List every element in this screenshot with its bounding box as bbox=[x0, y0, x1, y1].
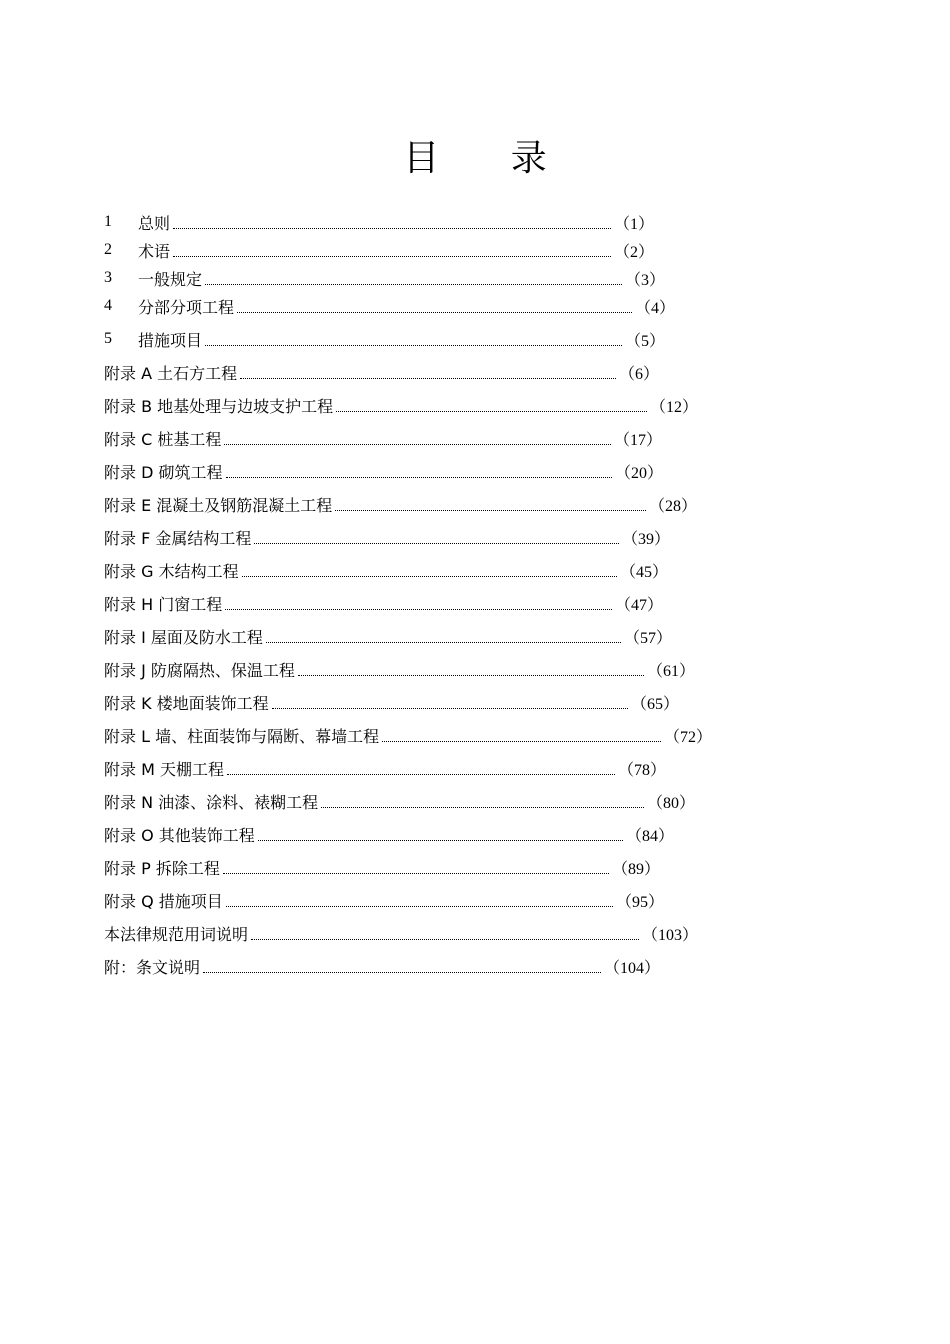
entry-label: 附录 B 地基处理与边坡支护工程 bbox=[104, 396, 334, 416]
dot-leader bbox=[266, 641, 621, 643]
entry-label: 附录 A 土石方工程 bbox=[104, 363, 238, 383]
entry-label: 附录 N 油漆、涂料、裱糊工程 bbox=[104, 792, 319, 812]
entry-page: （104） bbox=[603, 959, 660, 977]
entry-label: 附录 P 拆除工程 bbox=[104, 858, 220, 878]
dot-leader bbox=[226, 905, 613, 907]
dot-leader bbox=[272, 707, 628, 709]
entry-number: 3 bbox=[104, 269, 112, 286]
entry-page: （4） bbox=[634, 299, 675, 317]
entry-label: 术语 bbox=[138, 241, 171, 261]
toc-entry[interactable] bbox=[104, 622, 672, 650]
entry-page: （65） bbox=[630, 695, 679, 713]
entry-page: （1） bbox=[613, 215, 654, 233]
entry-page: （80） bbox=[646, 794, 695, 812]
entry-page: （6） bbox=[618, 365, 659, 383]
toc-entry[interactable] bbox=[104, 589, 663, 617]
entry-page: （20） bbox=[614, 464, 663, 482]
entry-label: 附录 D 砌筑工程 bbox=[104, 462, 223, 482]
entry-label: 总则 bbox=[138, 213, 171, 233]
entry-label: 附录 I 屋面及防水工程 bbox=[104, 627, 263, 647]
dot-leader bbox=[173, 227, 611, 229]
toc-entry[interactable] bbox=[104, 523, 670, 551]
entry-page: （72） bbox=[663, 728, 712, 746]
toc-entry[interactable] bbox=[104, 820, 674, 848]
toc-entry[interactable] bbox=[104, 721, 712, 749]
dot-leader bbox=[203, 971, 601, 973]
toc-entry[interactable] bbox=[104, 391, 698, 419]
dot-leader bbox=[336, 410, 647, 412]
entry-number: 1 bbox=[104, 213, 112, 230]
toc-entry[interactable] bbox=[104, 424, 662, 452]
entry-label: 附录 H 门窗工程 bbox=[104, 594, 223, 614]
toc-entry[interactable] bbox=[104, 490, 697, 518]
dot-leader bbox=[298, 674, 644, 676]
entry-page: （2） bbox=[613, 243, 654, 261]
entry-label: 附录 M 天棚工程 bbox=[104, 759, 224, 779]
entry-page: （61） bbox=[646, 662, 695, 680]
toc-entry[interactable] bbox=[104, 325, 665, 353]
dot-leader bbox=[240, 377, 616, 379]
entry-label: 分部分项工程 bbox=[138, 297, 235, 317]
entry-page: （47） bbox=[614, 596, 663, 614]
entry-label: 附录 K 楼地面装饰工程 bbox=[104, 693, 269, 713]
toc-entry[interactable] bbox=[104, 208, 654, 236]
entry-label: 本法律规范用词说明 bbox=[104, 924, 249, 944]
page-title: 目 录 bbox=[403, 138, 577, 179]
toc-entry[interactable] bbox=[104, 236, 654, 264]
toc-entry[interactable] bbox=[104, 853, 660, 881]
entry-page: （39） bbox=[621, 530, 670, 548]
toc-entry[interactable] bbox=[104, 358, 659, 386]
dot-leader bbox=[224, 443, 611, 445]
entry-label: 附录 Q 措施项目 bbox=[104, 891, 223, 911]
dot-leader bbox=[251, 938, 639, 940]
toc-entry[interactable] bbox=[104, 292, 675, 320]
entry-label: 措施项目 bbox=[138, 330, 203, 350]
entry-label: 附录 E 混凝土及钢筋混凝土工程 bbox=[104, 495, 333, 515]
toc-entry[interactable] bbox=[104, 688, 679, 716]
toc-entry[interactable] bbox=[104, 952, 660, 980]
dot-leader bbox=[242, 575, 617, 577]
entry-page: （5） bbox=[624, 332, 665, 350]
dot-leader bbox=[382, 740, 661, 742]
dot-leader bbox=[254, 542, 619, 544]
toc-entry[interactable] bbox=[104, 457, 663, 485]
toc-entry[interactable] bbox=[104, 787, 695, 815]
toc-entry[interactable] bbox=[104, 556, 668, 584]
entry-page: （12） bbox=[649, 398, 698, 416]
entry-label: 附录 F 金属结构工程 bbox=[104, 528, 252, 548]
entry-page: （17） bbox=[613, 431, 662, 449]
entry-label: 一般规定 bbox=[138, 269, 203, 289]
dot-leader bbox=[205, 344, 622, 346]
entry-page: （3） bbox=[624, 271, 665, 289]
dot-leader bbox=[226, 476, 612, 478]
dot-leader bbox=[225, 608, 612, 610]
entry-page: （84） bbox=[625, 827, 674, 845]
dot-leader bbox=[258, 839, 623, 841]
entry-number: 4 bbox=[104, 297, 112, 314]
entry-label: 附录 L 墙、柱面装饰与隔断、幕墙工程 bbox=[104, 726, 380, 746]
entry-page: （89） bbox=[611, 860, 660, 878]
toc-entry[interactable] bbox=[104, 264, 665, 292]
dot-leader bbox=[223, 872, 609, 874]
toc-entry[interactable] bbox=[104, 655, 695, 683]
toc-entry[interactable] bbox=[104, 919, 698, 947]
entry-page: （45） bbox=[619, 563, 668, 581]
dot-leader bbox=[237, 311, 632, 313]
dot-leader bbox=[173, 255, 611, 257]
entry-number: 2 bbox=[104, 241, 112, 258]
entry-label: 附录 G 木结构工程 bbox=[104, 561, 239, 581]
entry-page: （103） bbox=[641, 926, 698, 944]
dot-leader bbox=[335, 509, 646, 511]
entry-label: 附录 O 其他装饰工程 bbox=[104, 825, 255, 845]
dot-leader bbox=[321, 806, 644, 808]
entry-label: 附录 J 防腐隔热、保温工程 bbox=[104, 660, 295, 680]
entry-page: （78） bbox=[617, 761, 666, 779]
toc-entry[interactable] bbox=[104, 886, 664, 914]
entry-page: （95） bbox=[615, 893, 664, 911]
entry-label: 附录 C 桩基工程 bbox=[104, 429, 222, 449]
dot-leader bbox=[205, 283, 622, 285]
entry-page: （28） bbox=[648, 497, 697, 515]
dot-leader bbox=[227, 773, 615, 775]
entry-label: 附：条文说明 bbox=[104, 957, 201, 977]
toc-entry[interactable] bbox=[104, 754, 666, 782]
entry-page: （57） bbox=[623, 629, 672, 647]
entry-number: 5 bbox=[104, 330, 112, 347]
